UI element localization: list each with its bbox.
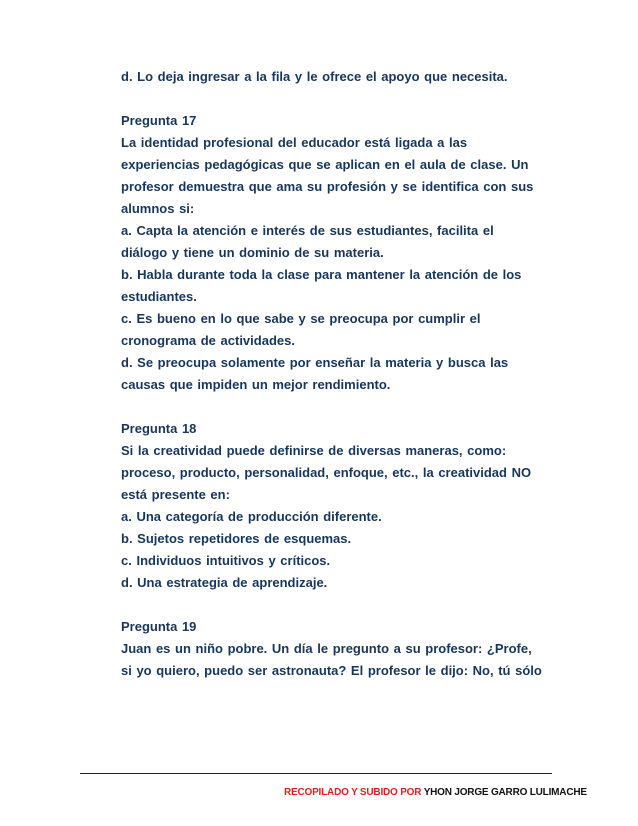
text-line: diálogo y tiene un dominio de su materia. <box>121 245 384 260</box>
footer-author: YHON JORGE GARRO LULIMACHE <box>423 787 587 798</box>
blank-line <box>121 594 551 616</box>
text-line: estudiantes. <box>121 289 197 304</box>
option-b: b. Sujetos repetidores de esquemas. <box>121 531 352 546</box>
option-d: d. Una estrategia de aprendizaje. <box>121 575 328 590</box>
option-a: a. Una categoría de producción diferente. <box>121 509 382 524</box>
text-line: causas que impiden un mejor rendimiento. <box>121 377 391 392</box>
text-line: si yo quiero, puedo ser astronauta? El profesor le dijo: No, tú sólo <box>121 663 542 678</box>
question-heading-17: Pregunta 17 <box>121 113 197 128</box>
question-heading-19: Pregunta 19 <box>121 619 197 634</box>
option-d: d. Se preocupa solamente por enseñar la materia y busca las <box>121 355 509 370</box>
text-line: d. Lo deja ingresar a la fila y le ofrece el apoyo que necesita. <box>121 69 508 84</box>
option-c: c. Es bueno en lo que sabe y se preocupa por cumplir el <box>121 311 481 326</box>
option-b: b. Habla durante toda la clase para mantener la atención de los <box>121 267 522 282</box>
text-line: Juan es un niño pobre. Un día le pregunto a su profesor: ¿Profe, <box>121 641 532 656</box>
text-line: cronograma de actividades. <box>121 333 295 348</box>
footer-label: RECOPILADO Y SUBIDO POR <box>284 787 422 798</box>
text-line: alumnos si: <box>121 201 195 216</box>
page-footer <box>284 787 587 798</box>
document-body <box>121 66 551 682</box>
text-line: experiencias pedagógicas que se aplican en el aula de clase. Un <box>121 157 529 172</box>
option-c: c. Individuos intuitivos y críticos. <box>121 553 331 568</box>
blank-line <box>121 396 551 418</box>
blank-line <box>121 88 551 110</box>
text-line: está presente en: <box>121 487 230 502</box>
text-line: Si la creatividad puede definirse de diversas maneras, como: <box>121 443 507 458</box>
text-line: La identidad profesional del educador está ligada a las <box>121 135 468 150</box>
text-line: proceso, producto, personalidad, enfoque, etc., la creatividad NO <box>121 465 532 480</box>
question-heading-18: Pregunta 18 <box>121 421 197 436</box>
text-line: profesor demuestra que ama su profesión y se identifica con sus <box>121 179 534 194</box>
option-a: a. Capta la atención e interés de sus estudiantes, facilita el <box>121 223 494 238</box>
footer-divider <box>80 773 552 774</box>
